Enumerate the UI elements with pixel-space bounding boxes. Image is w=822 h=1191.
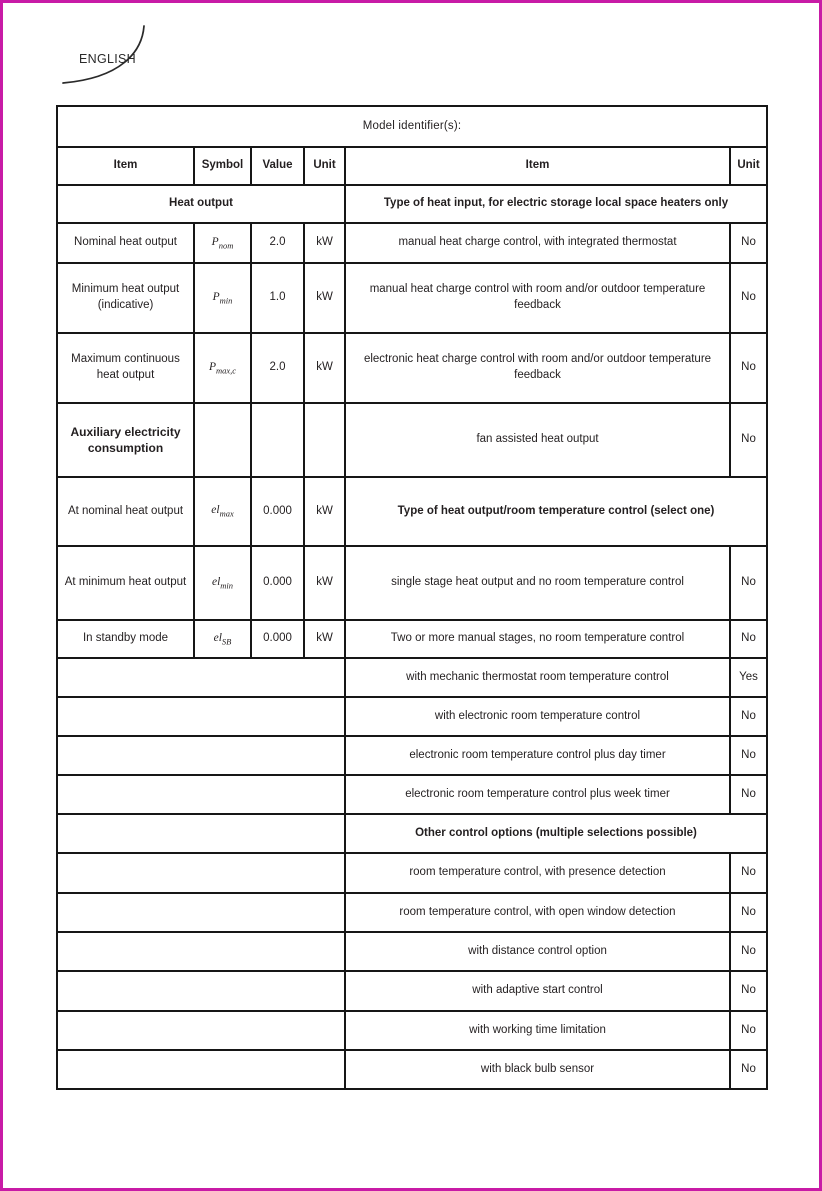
answer-cell: No bbox=[730, 736, 767, 775]
item-cell: At minimum heat output bbox=[57, 546, 194, 620]
model-identifier-table bbox=[56, 105, 768, 1090]
answer-cell: No bbox=[730, 1011, 767, 1050]
table-row bbox=[57, 1050, 767, 1089]
unit-cell: kW bbox=[304, 223, 345, 263]
right-item-cell: with mechanic thermostat room temperature control bbox=[345, 658, 730, 697]
section-header-other-options: Other control options (multiple selections possible) bbox=[345, 814, 767, 853]
answer-cell: No bbox=[730, 697, 767, 736]
answer-cell: No bbox=[730, 263, 767, 333]
empty-left-cell bbox=[57, 736, 345, 775]
empty-left-cell bbox=[57, 658, 345, 697]
empty-left-cell bbox=[57, 893, 345, 932]
table-row bbox=[57, 477, 767, 546]
right-item-cell: with black bulb sensor bbox=[345, 1050, 730, 1089]
symbol-cell: $el_{min}$ bbox=[194, 546, 251, 620]
section-header-heat-input-type: Type of heat input, for electric storage local space heaters only bbox=[345, 185, 767, 223]
right-item-cell: electronic room temperature control plus day timer bbox=[345, 736, 730, 775]
item-cell: Minimum heat output (indicative) bbox=[57, 263, 194, 333]
column-header-symbol: Symbol bbox=[194, 147, 251, 185]
value-cell: 0.000 bbox=[251, 477, 304, 546]
symbol-cell: $P_{max,c}$ bbox=[194, 333, 251, 403]
table-title: Model identifier(s): bbox=[57, 106, 767, 147]
table-row bbox=[57, 736, 767, 775]
unit-cell: kW bbox=[304, 620, 345, 658]
table-row bbox=[57, 333, 767, 403]
unit-cell-empty bbox=[304, 403, 345, 477]
column-header-unit-right: Unit bbox=[730, 147, 767, 185]
item-cell-auxiliary: Auxiliary electricity consumption bbox=[57, 403, 194, 477]
symbol-cell: $P_{min}$ bbox=[194, 263, 251, 333]
item-cell: Nominal heat output bbox=[57, 223, 194, 263]
empty-left-cell bbox=[57, 775, 345, 814]
table-row bbox=[57, 775, 767, 814]
answer-cell: No bbox=[730, 403, 767, 477]
right-item-cell: fan assisted heat output bbox=[345, 403, 730, 477]
unit-cell: kW bbox=[304, 477, 345, 546]
table-row bbox=[57, 853, 767, 893]
table-row bbox=[57, 932, 767, 971]
unit-cell: kW bbox=[304, 546, 345, 620]
value-cell: 1.0 bbox=[251, 263, 304, 333]
empty-left-cell bbox=[57, 1011, 345, 1050]
section-header-row bbox=[57, 185, 767, 223]
empty-left-cell bbox=[57, 1050, 345, 1089]
right-item-cell: with working time limitation bbox=[345, 1011, 730, 1050]
right-item-cell: room temperature control, with open window detection bbox=[345, 893, 730, 932]
answer-cell: No bbox=[730, 893, 767, 932]
right-item-cell: room temperature control, with presence detection bbox=[345, 853, 730, 893]
table-row bbox=[57, 971, 767, 1011]
column-header-item-right: Item bbox=[345, 147, 730, 185]
table-row bbox=[57, 697, 767, 736]
table-row bbox=[57, 263, 767, 333]
empty-left-cell bbox=[57, 697, 345, 736]
column-header-value: Value bbox=[251, 147, 304, 185]
value-cell: 2.0 bbox=[251, 223, 304, 263]
right-item-cell: manual heat charge control, with integrated thermostat bbox=[345, 223, 730, 263]
column-header-item-left: Item bbox=[57, 147, 194, 185]
table-title-row bbox=[57, 106, 767, 147]
answer-cell: Yes bbox=[730, 658, 767, 697]
unit-cell: kW bbox=[304, 333, 345, 403]
table-row bbox=[57, 658, 767, 697]
symbol-cell: $el_{max}$ bbox=[194, 477, 251, 546]
answer-cell: No bbox=[730, 971, 767, 1011]
answer-cell: No bbox=[730, 775, 767, 814]
right-item-cell: with electronic room temperature control bbox=[345, 697, 730, 736]
table-row bbox=[57, 1011, 767, 1050]
table-header-row bbox=[57, 147, 767, 185]
right-item-cell: electronic heat charge control with room and/or outdoor temperature feedback bbox=[345, 333, 730, 403]
item-cell: Maximum continuous heat output bbox=[57, 333, 194, 403]
item-cell: In standby mode bbox=[57, 620, 194, 658]
column-header-unit-left: Unit bbox=[304, 147, 345, 185]
symbol-cell: $P_{nom}$ bbox=[194, 223, 251, 263]
table-row bbox=[57, 620, 767, 658]
right-item-cell: manual heat charge control with room and/or outdoor temperature feedback bbox=[345, 263, 730, 333]
empty-left-cell bbox=[57, 814, 345, 853]
right-item-cell: Two or more manual stages, no room temperature control bbox=[345, 620, 730, 658]
empty-left-cell bbox=[57, 932, 345, 971]
table-row bbox=[57, 403, 767, 477]
table-row bbox=[57, 814, 767, 853]
right-item-cell: electronic room temperature control plus week timer bbox=[345, 775, 730, 814]
right-item-cell: with adaptive start control bbox=[345, 971, 730, 1011]
table-row bbox=[57, 546, 767, 620]
value-cell: 0.000 bbox=[251, 546, 304, 620]
right-item-cell: single stage heat output and no room temperature control bbox=[345, 546, 730, 620]
right-item-cell: with distance control option bbox=[345, 932, 730, 971]
symbol-cell-empty bbox=[194, 403, 251, 477]
value-cell: 0.000 bbox=[251, 620, 304, 658]
empty-left-cell bbox=[57, 853, 345, 893]
answer-cell: No bbox=[730, 932, 767, 971]
value-cell-empty bbox=[251, 403, 304, 477]
answer-cell: No bbox=[730, 1050, 767, 1089]
language-label: ENGLISH bbox=[79, 52, 136, 66]
value-cell: 2.0 bbox=[251, 333, 304, 403]
answer-cell: No bbox=[730, 620, 767, 658]
answer-cell: No bbox=[730, 333, 767, 403]
table-row bbox=[57, 893, 767, 932]
answer-cell: No bbox=[730, 853, 767, 893]
symbol-cell: $el_{SB}$ bbox=[194, 620, 251, 658]
section-header-heat-output-control: Type of heat output/room temperature control (select one) bbox=[345, 477, 767, 546]
answer-cell: No bbox=[730, 546, 767, 620]
item-cell: At nominal heat output bbox=[57, 477, 194, 546]
answer-cell: No bbox=[730, 223, 767, 263]
table-row bbox=[57, 223, 767, 263]
unit-cell: kW bbox=[304, 263, 345, 333]
empty-left-cell bbox=[57, 971, 345, 1011]
section-header-heat-output: Heat output bbox=[57, 185, 345, 223]
